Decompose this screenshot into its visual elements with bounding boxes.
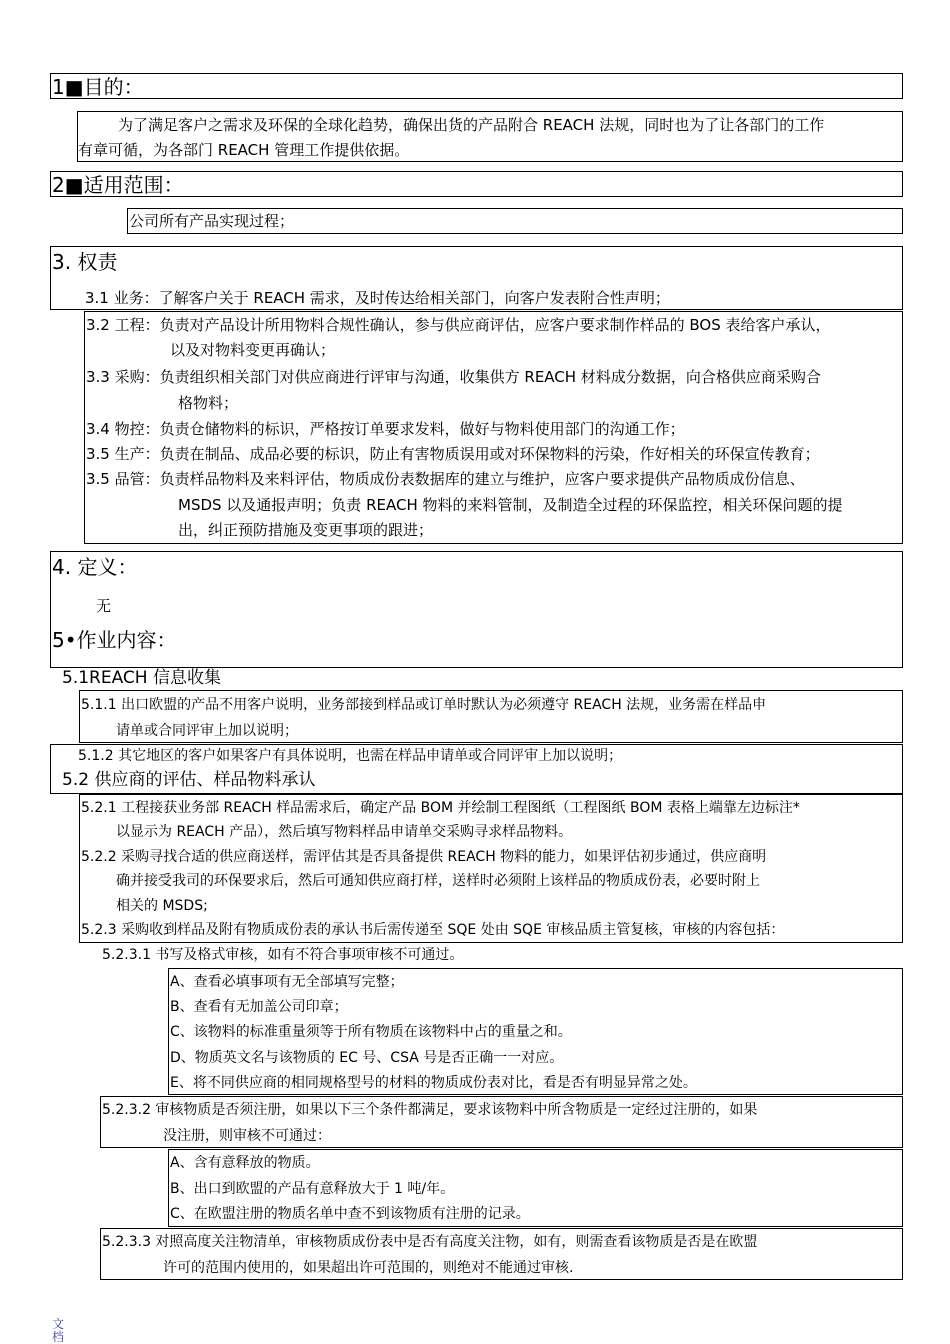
para-5-2-1-line-1: 5.2.1 工程接获业务部 REACH 样品需求后，确定产品 BOM 并绘制工程图纸（工程图纸 BOM 表格上端靠左边标注* bbox=[81, 800, 800, 816]
section-1-heading: 1■目的： bbox=[52, 75, 144, 99]
para-5-1-1-line-1: 5.1.1 出口欧盟的产品不用客户说明，业务部接到样品或订单时默认为必须遵守 REACH 法规，业务需在样品申 bbox=[81, 697, 767, 713]
duty-purchasing-line-1: 3.3 采购：负责组织相关部门对供应商进行评审与沟通，收集供方 REACH 材料成分数据，向合格供应商采购合 bbox=[86, 368, 821, 386]
duty-quality-line-2: MSDS 以及通报声明；负责 REACH 物料的来料管制，及制造全过程的环保监控，相关环保问题的提 bbox=[178, 496, 843, 514]
register-cond-a: A、含有意释放的物质。 bbox=[170, 1155, 320, 1171]
register-cond-b: B、出口到欧盟的产品有意释放大于 1 吨/年。 bbox=[170, 1181, 455, 1197]
section-2-heading: 2■适用范围： bbox=[52, 173, 184, 197]
para-5-2-3-2-line-2: 没注册，则审核不可通过： bbox=[163, 1128, 331, 1144]
duty-purchasing-line-2: 格物料； bbox=[178, 394, 239, 412]
section-1-body-line-1: 为了满足客户之需求及环保的全球化趋势，确保出货的产品附合 REACH 法规，同时也为了让各部门的工作 bbox=[118, 116, 825, 134]
section-2-body: 公司所有产品实现过程； bbox=[129, 212, 295, 230]
section-3-heading: 3. 权责 bbox=[52, 250, 118, 274]
para-5-2-3-3-line-1: 5.2.3.3 对照高度关注物清单，审核物质成份表中是否有高度关注物，如有，则需查看该物质是否是在欧盟 bbox=[102, 1234, 758, 1250]
para-5-1-2: 5.1.2 其它地区的客户如果客户有具体说明，也需在样品申请单或合同评审上加以说明； bbox=[78, 748, 623, 764]
duty-production: 3.5 生产：负责在制品、成品必要的标识，防止有害物质误用或对环保物料的污染，作好相关的环保宣传教育； bbox=[86, 445, 820, 463]
para-5-1-1-line-2: 请单或合同评审上加以说明； bbox=[116, 723, 298, 739]
duty-quality-line-1: 3.5 品管：负责样品物料及来料评估，物质成份表数据库的建立与维护，应客户要求提供产品物质成份信息、 bbox=[86, 470, 805, 488]
para-5-2-2-line-2: 确并接受我司的环保要求后，然后可通知供应商打样，送样时必须附上该样品的物质成份表，必要时附上 bbox=[116, 873, 760, 889]
section-5-heading: 5•作业内容： bbox=[52, 628, 177, 652]
register-cond-c: C、在欧盟注册的物质名单中查不到该物质有注册的记录。 bbox=[170, 1206, 530, 1222]
section-1-body-line-2: 有章可循，为各部门 REACH 管理工作提供依据。 bbox=[78, 141, 410, 159]
section-4-box bbox=[50, 551, 903, 668]
subsection-5-1: 5.1REACH 信息收集 bbox=[62, 668, 221, 688]
duty-sales: 3.1 业务：了解客户关于 REACH 需求，及时传达给相关部门，向客户发表附合性声明； bbox=[85, 289, 670, 307]
section-4-body: 无 bbox=[96, 597, 112, 615]
para-5-2-3-3-line-2: 许可的范围内使用的，如果超出许可范围的，则绝对不能通过审核. bbox=[163, 1260, 574, 1276]
check-item-e: E、将不同供应商的相同规格型号的材料的物质成份表对比，看是否有明显异常之处。 bbox=[170, 1075, 697, 1091]
para-5-2-2-line-1: 5.2.2 采购寻找合适的供应商送样，需评估其是否具备提供 REACH 物料的能力，如果评估初步通过，供应商明 bbox=[81, 849, 767, 865]
check-item-a: A、查看必填事项有无全部填写完整； bbox=[170, 974, 404, 990]
subsection-5-2: 5.2 供应商的评估、样品物料承认 bbox=[62, 770, 316, 790]
section-1-heading-box bbox=[50, 73, 903, 99]
duty-engineering-line-2: 以及对物料变更再确认； bbox=[170, 341, 336, 359]
para-5-2-3: 5.2.3 采购收到样品及附有物质成份表的承认书后需传递至 SQE 处由 SQE 审核品质主管复核，审核的内容包括： bbox=[81, 922, 785, 938]
para-5-2-1-line-2: 以显示为 REACH 产品），然后填写物料样品申请单交采购寻求样品物料。 bbox=[116, 824, 573, 840]
duty-quality-line-3: 出，纠正预防措施及变更事项的跟进； bbox=[178, 521, 434, 539]
check-item-c: C、该物料的标准重量须等于所有物质在该物料中占的重量之和。 bbox=[170, 1024, 572, 1040]
duty-material-control: 3.4 物控：负责仓储物料的标识，严格按订单要求发料，做好与物料使用部门的沟通工作； bbox=[86, 420, 685, 438]
footer-mark: 文档 bbox=[52, 1317, 65, 1344]
para-5-2-3-2-line-1: 5.2.3.2 审核物质是否须注册，如果以下三个条件都满足，要求该物料中所含物质是一定经过注册的，如果 bbox=[102, 1102, 758, 1118]
check-item-b: B、查看有无加盖公司印章； bbox=[170, 999, 348, 1015]
duty-engineering-line-1: 3.2 工程：负责对产品设计所用物料合规性确认，参与供应商评估，应客户要求制作样品的 BOS 表给客户承认， bbox=[86, 316, 831, 334]
para-5-2-3-1: 5.2.3.1 书写及格式审核，如有不符合事项审核不可通过。 bbox=[102, 947, 464, 963]
section-4-heading: 4. 定义： bbox=[52, 555, 138, 579]
para-5-2-2-line-3: 相关的 MSDS; bbox=[116, 898, 208, 914]
check-item-d: D、物质英文名与该物质的 EC 号、CSA 号是否正确一一对应。 bbox=[170, 1050, 564, 1066]
